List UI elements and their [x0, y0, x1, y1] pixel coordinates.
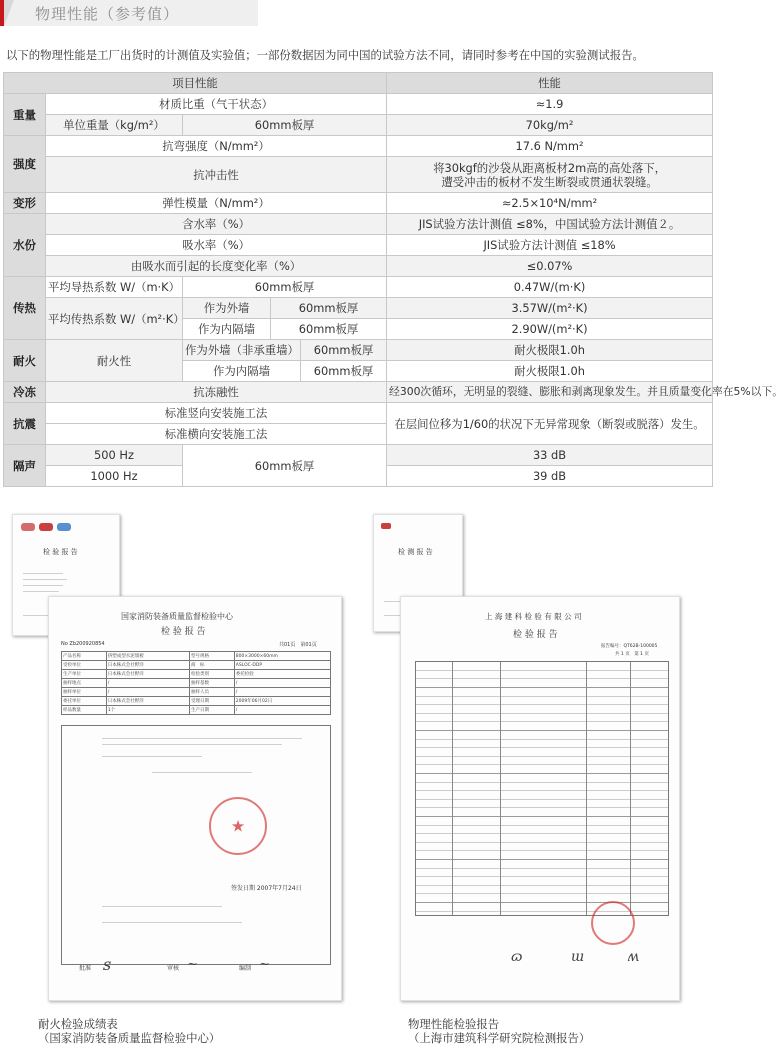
fire-outer-condition: 60mm板厚 [301, 340, 387, 361]
quake-method-horizontal: 标准横向安装施工法 [46, 424, 387, 445]
sound-500-value: 33 dB [387, 445, 713, 466]
doc2-pages: 共 1 页 第 1 页 [615, 652, 649, 657]
caption-left-source: （国家消防装备质量监督检验中心） [38, 1031, 221, 1045]
bending-value: 17.6 N/mm² [387, 136, 713, 157]
doc1-sign-approve-label: 批准 [79, 965, 92, 972]
doc1-number: No Zb200920854 [61, 641, 105, 647]
doc1-cell: 生产日期 [190, 706, 235, 715]
doc1-cell: / [234, 706, 330, 715]
physical-report-page [400, 596, 680, 1001]
doc1-cell: / [106, 679, 189, 688]
doc1-cell: 800×3000×60mm [234, 652, 330, 661]
doc2-signature: ɷ [511, 949, 523, 965]
doc2-header: 上 海 建 科 检 验 有 限 公 司 [485, 612, 582, 621]
transmittance-label: 平均传热系数 W/（m²·K） [46, 298, 183, 340]
doc1-row [62, 688, 331, 697]
caption-right-source: （上海市建筑科学研究院检测报告） [408, 1031, 591, 1045]
doc1-info-table [61, 651, 331, 715]
fire-resistance-label: 耐火性 [46, 340, 183, 382]
cover-logo-icon [39, 523, 53, 531]
doc1-cell: 抽样人员 [190, 688, 235, 697]
category-water: 水份 [4, 214, 46, 277]
cover-line [23, 591, 59, 592]
modulus-label: 弹性模量（N/mm²） [46, 193, 387, 214]
impact-label: 抗冲击性 [46, 157, 387, 193]
impact-value-line-1: 将30kgf的沙袋从距离板材2m高的高处落下， [433, 160, 666, 175]
doc1-cell: / [234, 679, 330, 688]
header-value: 性能 [387, 73, 713, 94]
moisture-label: 含水率（%） [46, 214, 387, 235]
fire-outer-label: 作为外墙（非承重墙） [183, 340, 301, 361]
doc1-cell: 2009年06月02日 [234, 697, 330, 706]
heat-inner-condition: 60mm板厚 [271, 319, 387, 340]
length-change-label: 由吸水而引起的长度变化率（%） [46, 256, 387, 277]
sound-500-label: 500 Hz [46, 445, 183, 466]
cover-logo-icon [21, 523, 35, 531]
fire-outer-value: 耐火极限1.0h [387, 340, 713, 361]
category-heat: 传热 [4, 277, 46, 340]
heat-outer-condition: 60mm板厚 [271, 298, 387, 319]
doc2-signature: ɯ [571, 949, 585, 965]
doc1-cell: 受检单位 [62, 661, 107, 670]
doc1-sign-date: 签发日期 2007年7月24日 [231, 885, 302, 892]
fire-inner-label: 作为内隔墙 [183, 361, 301, 382]
intro-text: 以下的物理性能是工厂出货时的计测值及实验值；一部份数据因为同中国的试验方法不同，请同时参考在中国的实验测试报告。 [6, 48, 644, 62]
unit-weight-value: 70kg/m² [387, 115, 713, 136]
category-deform: 变形 [4, 193, 46, 214]
heat-inner-value: 2.90W/(m²·K) [387, 319, 713, 340]
heat-inner-label: 作为内隔墙 [183, 319, 271, 340]
doc1-cell: 型号规格 [190, 652, 235, 661]
doc2-col-line [630, 662, 631, 915]
doc1-cell: / [234, 688, 330, 697]
doc1-header: 国家消防装备质量监督检验中心 [121, 612, 233, 621]
doc1-cell: 1个 [106, 706, 189, 715]
doc1-cell: 样品数量 [62, 706, 107, 715]
cover-line [23, 579, 67, 580]
doc2-title: 检 验 报 告 [513, 630, 558, 640]
category-weight: 重量 [4, 94, 46, 136]
absorption-value: JIS试验方法计测值 ≤18% [387, 235, 713, 256]
moisture-value: JIS试验方法计测值 ≤8%，中国试验方法计测值２。 [387, 214, 713, 235]
doc1-sign-review-label: 审核 [167, 965, 180, 972]
length-change-value: ≤0.07% [387, 256, 713, 277]
doc1-cell: 检验类别 [190, 670, 235, 679]
conductivity-value: 0.47W/(m·K) [387, 277, 713, 298]
doc1-cell: 日本株式会社野洋 [106, 670, 189, 679]
doc2-number: 报告编号：QT62B-100005 [601, 644, 658, 649]
doc1-sign-draft-label: 编制 [239, 965, 252, 972]
freeze-thaw-label: 抗冻融性 [46, 382, 387, 403]
doc1-cell: 抽样单位 [62, 688, 107, 697]
doc1-row [62, 652, 331, 661]
doc1-cell: ASLOC-DDP [234, 661, 330, 670]
doc1-row [62, 679, 331, 688]
conductivity-label: 平均导热系数 W/（m·K） [46, 277, 183, 298]
caption-right-title: 物理性能检验报告 [408, 1017, 500, 1031]
sound-1000-label: 1000 Hz [46, 466, 183, 487]
doc1-cell: 生产单位 [62, 670, 107, 679]
caption-left [38, 1017, 220, 1045]
doc1-cell: 抽样地点 [62, 679, 107, 688]
doc1-signature: ~ [259, 957, 270, 972]
category-fire: 耐火 [4, 340, 46, 382]
doc2-signature: ʍ [627, 949, 639, 965]
doc1-cell: / [106, 688, 189, 697]
category-strength: 强度 [4, 136, 46, 193]
cover-logo-icon [381, 523, 391, 529]
fire-inner-condition: 60mm板厚 [301, 361, 387, 382]
doc1-cell: 委托单位 [62, 697, 107, 706]
caption-right [408, 1017, 590, 1045]
doc2-table [415, 661, 669, 916]
cover-title: 检 验 报 告 [43, 548, 78, 556]
doc1-cell: 挤塑成型水泥墙板 [106, 652, 189, 661]
impact-value [387, 157, 713, 193]
freeze-thaw-value: 经300次循环，无明显的裂缝、膨胀和剥离现象发生。并且质量变化率在5%以下。 [387, 382, 713, 403]
doc1-line [102, 744, 282, 745]
doc1-line [102, 922, 242, 923]
doc2-col-line [452, 662, 453, 915]
doc1-line [102, 738, 302, 739]
doc1-row [62, 706, 331, 715]
cover-title: 检 测 报 告 [398, 548, 433, 556]
cover-logo-icon [57, 523, 71, 531]
doc1-line [102, 756, 202, 757]
cover-line [23, 573, 63, 574]
doc1-cell: 商 标 [190, 661, 235, 670]
heat-outer-value: 3.57W/(m²·K) [387, 298, 713, 319]
category-quake: 抗震 [4, 403, 46, 445]
doc1-signature: ~ [187, 957, 198, 972]
header-item: 项目性能 [4, 73, 387, 94]
caption-left-title: 耐火检验成绩表 [38, 1017, 118, 1031]
doc1-row [62, 670, 331, 679]
doc1-pages: 共01页 第01页 [279, 642, 317, 648]
doc1-conclusion-box [61, 725, 331, 965]
modulus-value: ≈2.5×10⁴N/mm² [387, 193, 713, 214]
cover-line [23, 585, 63, 586]
physical-properties-table [3, 72, 783, 487]
doc1-row [62, 697, 331, 706]
conductivity-condition: 60mm板厚 [183, 277, 387, 298]
stamp-star-icon: ★ [230, 816, 246, 836]
fire-report-page [48, 596, 342, 1001]
doc1-cell: 日本株式会社野洋 [106, 697, 189, 706]
fire-inner-value: 耐火极限1.0h [387, 361, 713, 382]
doc1-cell: 委托检验 [234, 670, 330, 679]
doc1-line [102, 906, 222, 907]
header-accent-triangle [4, 0, 14, 26]
doc1-cell: 抽样基数 [190, 679, 235, 688]
quake-value: 在层间位移为1/60的状况下无异常现象（断裂或脱落）发生。 [387, 403, 713, 445]
unit-weight-label: 单位重量（kg/m²） [46, 115, 183, 136]
category-sound: 隔声 [4, 445, 46, 487]
doc1-row [62, 661, 331, 670]
density-value: ≈1.9 [387, 94, 713, 115]
absorption-label: 吸水率（%） [46, 235, 387, 256]
category-frost: 冷冻 [4, 382, 46, 403]
doc1-signature: ꜱ [103, 955, 112, 974]
doc2-col-line [586, 662, 587, 915]
bending-label: 抗弯强度（N/mm²） [46, 136, 387, 157]
doc1-line [152, 772, 252, 773]
sound-condition: 60mm板厚 [183, 445, 387, 487]
unit-weight-condition: 60mm板厚 [183, 115, 387, 136]
doc1-stamp [209, 797, 267, 855]
heat-outer-label: 作为外墙 [183, 298, 271, 319]
impact-value-line-2: 遭受冲击的板材不发生断裂或贯通状裂缝。 [441, 174, 658, 189]
doc1-title: 检 验 报 告 [161, 627, 206, 637]
section-title: 物理性能（参考值） [35, 5, 180, 23]
sound-1000-value: 39 dB [387, 466, 713, 487]
doc2-col-line [500, 662, 501, 915]
quake-method-vertical: 标准竖向安装施工法 [46, 403, 387, 424]
doc1-cell: 日本株式会社野洋 [106, 661, 189, 670]
doc1-cell: 受理日期 [190, 697, 235, 706]
doc2-stamp [591, 901, 635, 945]
density-label: 材质比重（气干状态） [46, 94, 387, 115]
doc1-cell: 产品名称 [62, 652, 107, 661]
section-header [0, 0, 715, 26]
